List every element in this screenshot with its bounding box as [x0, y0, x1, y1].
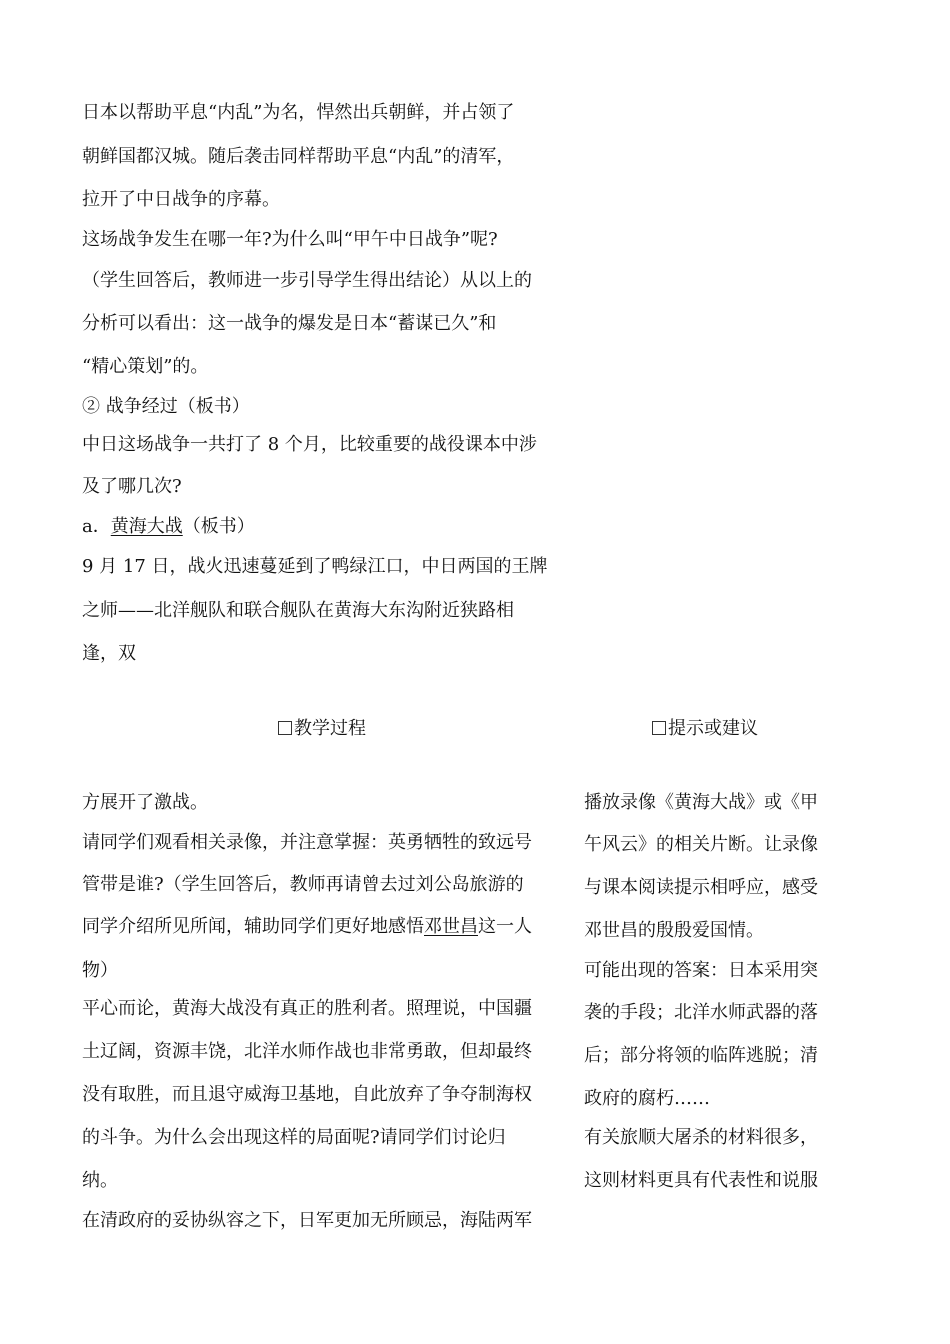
text-line: 平心而论，黄海大战没有真正的胜利者。照理说，中国疆: [82, 998, 532, 1019]
text-line: 拉开了中日战争的序幕。: [82, 189, 280, 210]
text-line: 日本以帮助平息“内乱”为名，悍然出兵朝鲜，并占领了: [82, 102, 515, 123]
text-line: （学生回答后，教师进一步引导学生得出结论）从以上的: [82, 270, 532, 291]
text-line: 9 月 17 日，战火迅速蔓延到了鸭绿江口，中日两国的王牌: [82, 556, 548, 577]
text-line: 在清政府的妥协纵容之下，日军更加无所顾忌，海陆两军: [82, 1210, 532, 1231]
text-line: 逢，双: [82, 643, 136, 664]
text-line: “精心策划”的。: [82, 356, 209, 377]
header-teaching-process: 教学过程: [278, 716, 366, 742]
section-heading: ② 战争经过（板书）: [82, 396, 250, 417]
text-line: 同学介绍所见所闻，辅助同学们更好地感悟邓世昌这一人: [82, 916, 532, 937]
text-line: 纳。: [82, 1170, 118, 1191]
text-line: 请同学们观看相关录像，并注意掌握：英勇牺牲的致远号: [82, 832, 532, 853]
text-line: 后；部分将领的临阵逃脱；清: [584, 1045, 818, 1066]
text-line: 的斗争。为什么会出现这样的局面呢?请同学们讨论归: [82, 1127, 506, 1148]
text-line: 没有取胜，而且退守威海卫基地，自此放弃了争夺制海权: [82, 1084, 532, 1105]
underlined-name: 邓世昌: [424, 916, 478, 937]
text-line: 这场战争发生在哪一年?为什么叫“甲午中日战争”呢?: [82, 229, 498, 250]
subheading-yellow-sea-battle: a．黄海大战（板书）: [82, 516, 255, 537]
text-line: 播放录像《黄海大战》或《甲: [584, 792, 818, 813]
text-line: 这则材料更具有代表性和说服: [584, 1170, 818, 1191]
text-line: 朝鲜国都汉城。随后袭击同样帮助平息“内乱”的清军，: [82, 146, 515, 167]
text-line: 有关旅顺大屠杀的材料很多，: [584, 1127, 818, 1148]
checkbox-icon: [278, 721, 292, 735]
header-tips-suggestions: 提示或建议: [652, 716, 758, 742]
text-line: 与课本阅读提示相呼应，感受: [584, 877, 818, 898]
text-line: 邓世昌的殷殷爱国情。: [584, 920, 764, 941]
text-line: 及了哪几次?: [82, 476, 182, 497]
underlined-term: 黄海大战: [110, 516, 183, 537]
text-line: 方展开了激战。: [82, 792, 208, 813]
text-line: 政府的腐朽……: [584, 1088, 710, 1109]
text-line: 分析可以看出：这一战争的爆发是日本“蓄谋已久”和: [82, 313, 497, 334]
text-line: 管带是谁?（学生回答后，教师再请曾去过刘公岛旅游的: [82, 874, 524, 895]
text-line: 中日这场战争一共打了 8 个月，比较重要的战役课本中涉: [82, 434, 537, 455]
text-line: 袭的手段；北洋水师武器的落: [584, 1002, 818, 1023]
text-line: 之师——北洋舰队和联合舰队在黄海大东沟附近狭路相: [82, 600, 514, 621]
text-line: 可能出现的答案：日本采用突: [584, 960, 818, 981]
text-line: 午风云》的相关片断。让录像: [584, 834, 818, 855]
text-line: 物）: [82, 960, 118, 981]
checkbox-icon: [652, 721, 666, 735]
text-line: 土辽阔，资源丰饶，北洋水师作战也非常勇敢，但却最终: [82, 1041, 532, 1062]
